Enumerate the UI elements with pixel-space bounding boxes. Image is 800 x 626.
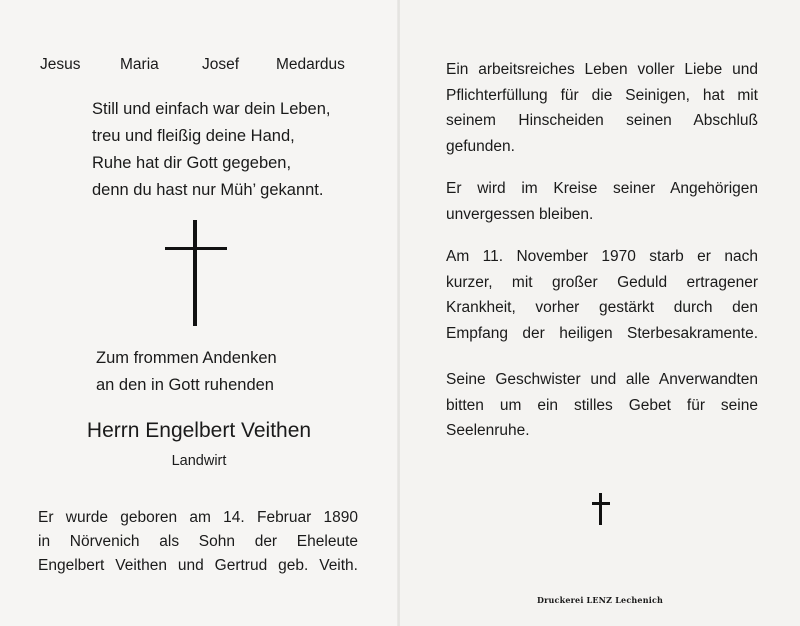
text-line: kurzer, mit großer Geduld ertragener (446, 273, 758, 291)
poem (92, 96, 331, 204)
paragraph-life (446, 57, 758, 159)
memento-line: Zum frommen Andenken (96, 349, 277, 367)
text-line: Am 11. November 1970 starb er nach (446, 248, 758, 265)
printer-imprint: Druckerei LENZ Lechenich (536, 595, 664, 605)
text-line: Pflichterfüllung für die Seinigen, hat mit (446, 86, 758, 104)
text-line: unvergessen bleiben. (446, 205, 594, 223)
text-line: bitten um ein stilles Gebet für seine (446, 396, 758, 414)
text-line: Seelenruhe. (446, 422, 530, 439)
name-jesus: Jesus (40, 56, 81, 73)
paragraph-prayer (446, 367, 758, 444)
paragraph-death (446, 244, 758, 346)
left-panel (0, 0, 398, 626)
poem-line: Still und einfach war dein Leben, (92, 100, 331, 118)
poem-line: treu und fleißig deine Hand, (92, 127, 295, 145)
birth-line: in Nörvenich als Sohn der Eheleute (38, 533, 358, 550)
text-line: Er wird im Kreise seiner Angehörigen (446, 180, 758, 197)
deceased-name: Herrn Engelbert Veithen (86, 419, 312, 442)
name-maria: Maria (120, 56, 159, 73)
memento-line: an den in Gott ruhenden (96, 376, 274, 394)
text-line: gefunden. (446, 137, 515, 155)
birth-line: Engelbert Veithen und Gertrud geb. Veith. (38, 557, 358, 574)
birth-line: Er wurde geboren am 14. Februar 1890 (38, 509, 358, 526)
text-line: Ein arbeitsreiches Leben voller Liebe und (446, 61, 758, 78)
name-josef: Josef (202, 56, 240, 73)
paragraph-remembrance (446, 176, 758, 227)
text-line: Empfang der heiligen Sterbesakramente. (446, 324, 758, 342)
holy-names (40, 56, 358, 80)
text-line: seinem Hinscheiden seinen Abschluß (446, 112, 758, 129)
text-line: Krankheit, vorher gestärkt durch den (446, 299, 758, 316)
name-medardus: Medardus (276, 56, 345, 73)
memento-text (96, 345, 277, 399)
cross-icon (590, 493, 612, 525)
text-line: Seine Geschwister und alle Anverwandten (446, 371, 758, 388)
cross-icon (165, 220, 227, 326)
birth-info (38, 506, 358, 578)
poem-line: Ruhe hat dir Gott gegeben, (92, 154, 292, 172)
poem-line: denn du hast nur Müh’ gekannt. (92, 181, 324, 199)
occupation: Landwirt (171, 453, 227, 469)
